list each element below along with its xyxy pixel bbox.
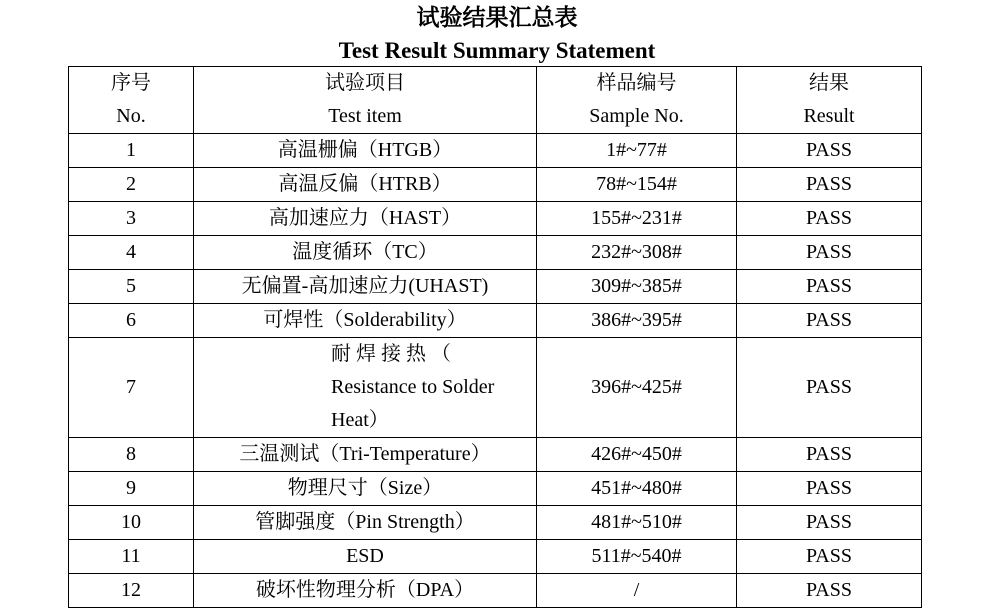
cell-no: 12 bbox=[69, 574, 194, 608]
table-row bbox=[69, 540, 922, 574]
title-chinese: 试验结果汇总表 bbox=[416, 5, 578, 30]
cell-result: PASS bbox=[737, 472, 922, 506]
cell-no: 4 bbox=[69, 236, 194, 270]
cell-sample-no: 309#~385# bbox=[537, 270, 737, 304]
cell-no: 7 bbox=[69, 338, 194, 438]
header-sample-no-cn: 样品编号 bbox=[596, 72, 677, 94]
table-row bbox=[69, 472, 922, 506]
cell-no: 9 bbox=[69, 472, 194, 506]
cell-test-item: 管脚强度（Pin Strength） bbox=[194, 506, 537, 540]
cell-sample-no: 511#~540# bbox=[537, 540, 737, 574]
cell-sample-no: 451#~480# bbox=[537, 472, 737, 506]
header-test-item-en: Test item bbox=[328, 105, 402, 127]
table-row bbox=[69, 168, 922, 202]
cell-result: PASS bbox=[737, 506, 922, 540]
cell-result: PASS bbox=[737, 574, 922, 608]
cell-sample-no: 232#~308# bbox=[537, 236, 737, 270]
test-result-table bbox=[68, 66, 922, 608]
cell-result: PASS bbox=[737, 134, 922, 168]
table-row bbox=[69, 134, 922, 168]
cell-test-item: 高加速应力（HAST） bbox=[194, 202, 537, 236]
cell-sample-no: 426#~450# bbox=[537, 438, 737, 472]
cell-sample-no: / bbox=[537, 574, 737, 608]
table-row bbox=[69, 506, 922, 540]
table-row bbox=[69, 304, 922, 338]
cell-result: PASS bbox=[737, 540, 922, 574]
cell-test-item: 高温栅偏（HTGB） bbox=[194, 134, 537, 168]
cell-result: PASS bbox=[737, 168, 922, 202]
table-row bbox=[69, 574, 922, 608]
title-english: Test Result Summary Statement bbox=[338, 38, 656, 63]
cell-result: PASS bbox=[737, 270, 922, 304]
cell-no: 10 bbox=[69, 506, 194, 540]
cell-result: PASS bbox=[737, 338, 922, 438]
header-test-item bbox=[194, 67, 537, 134]
table-header-row bbox=[69, 67, 922, 134]
cell-test-item: 温度循环（TC） bbox=[194, 236, 537, 270]
cell-test-item: 高温反偏（HTRB） bbox=[194, 168, 537, 202]
table-row bbox=[69, 270, 922, 304]
cell-test-item-line1: 耐 焊 接 热 （ Resistance to Solder bbox=[331, 343, 495, 398]
header-no-en: No. bbox=[116, 105, 146, 127]
cell-result: PASS bbox=[737, 304, 922, 338]
cell-test-item: 破坏性物理分析（DPA） bbox=[194, 574, 537, 608]
header-no bbox=[69, 67, 194, 134]
cell-sample-no: 155#~231# bbox=[537, 202, 737, 236]
cell-sample-no: 386#~395# bbox=[537, 304, 737, 338]
cell-test-item-line2: Heat） bbox=[331, 409, 389, 431]
header-result-cn: 结果 bbox=[809, 72, 849, 94]
header-sample-no-en: Sample No. bbox=[589, 105, 684, 127]
cell-no: 1 bbox=[69, 134, 194, 168]
cell-no: 8 bbox=[69, 438, 194, 472]
cell-no: 11 bbox=[69, 540, 194, 574]
header-sample-no bbox=[537, 67, 737, 134]
header-result-en: Result bbox=[803, 105, 855, 127]
cell-result: PASS bbox=[737, 202, 922, 236]
table-row bbox=[69, 338, 922, 438]
cell-test-item: 无偏置-高加速应力(UHAST) bbox=[194, 270, 537, 304]
cell-test-item bbox=[194, 338, 537, 438]
header-no-cn: 序号 bbox=[111, 72, 151, 94]
cell-sample-no: 481#~510# bbox=[537, 506, 737, 540]
table-row bbox=[69, 438, 922, 472]
header-result bbox=[737, 67, 922, 134]
cell-test-item: 物理尺寸（Size） bbox=[194, 472, 537, 506]
cell-test-item: ESD bbox=[194, 540, 537, 574]
cell-test-item: 三温测试（Tri-Temperature） bbox=[194, 438, 537, 472]
cell-no: 2 bbox=[69, 168, 194, 202]
cell-no: 3 bbox=[69, 202, 194, 236]
cell-sample-no: 78#~154# bbox=[537, 168, 737, 202]
cell-result: PASS bbox=[737, 438, 922, 472]
table-row bbox=[69, 202, 922, 236]
table-row bbox=[69, 236, 922, 270]
cell-no: 5 bbox=[69, 270, 194, 304]
cell-test-item: 可焊性（Solderability） bbox=[194, 304, 537, 338]
cell-result: PASS bbox=[737, 236, 922, 270]
cell-no: 6 bbox=[69, 304, 194, 338]
cell-sample-no: 396#~425# bbox=[537, 338, 737, 438]
cell-sample-no: 1#~77# bbox=[537, 134, 737, 168]
header-test-item-cn: 试验项目 bbox=[325, 72, 405, 94]
